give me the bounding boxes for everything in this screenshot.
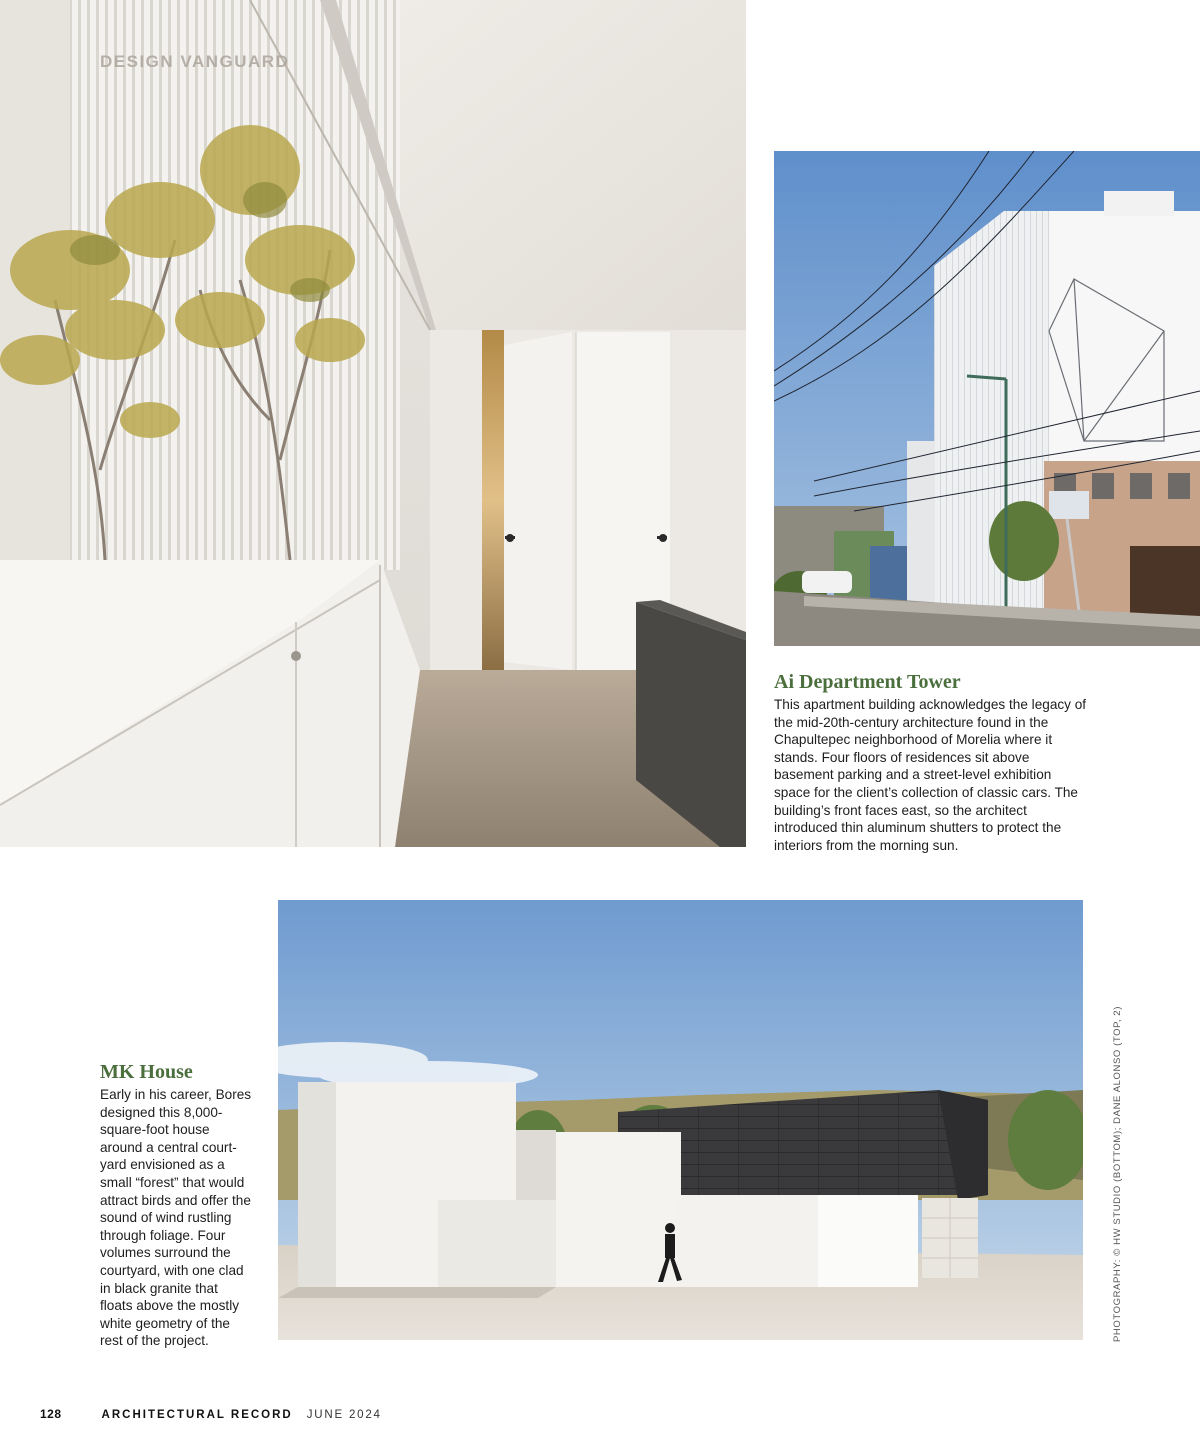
house-caption-body: Early in his career, Bores designed this 8,000-square-foot house around a central court-yard envisioned as a small “forest” that would attract birds and offer the sound of wind rustling through foliage. Four volumes surround the courtyard, with one clad in black granite that floats above the mostly white geometry of the rest of the project. (100, 1087, 252, 1349)
page-number: 128 (40, 1407, 62, 1421)
issue-date: JUNE 2024 (306, 1409, 382, 1421)
house-caption (100, 1061, 252, 1350)
house-photo (278, 900, 1083, 1340)
house-caption-title: MK House (100, 1061, 193, 1083)
interior-hallway-photo (0, 0, 746, 847)
page-footer (40, 1407, 382, 1425)
tower-caption-title: Ai Department Tower (774, 671, 961, 693)
tower-photo (774, 151, 1200, 646)
section-kicker: DESIGN VANGUARD (100, 52, 290, 71)
tower-caption-body: This apartment building acknowledges the legacy of the mid-20th-century architecture found in the Chapultepec neighborhood of Morelia where it stands. Four floors of residences sit above basement parking and a street-level exhibition space for the client’s collection of classic cars. The building’s front faces east, so the architect introduced thin aluminum shutters to protect the interiors from the morning sun. (774, 697, 1087, 853)
tower-caption (774, 671, 1089, 854)
magazine-name: ARCHITECTURAL RECORD (101, 1409, 293, 1421)
photo-credit: PHOTOGRAPHY: © HW STUDIO (BOTTOM); DANE ALONSO (TOP, 2) (1112, 1006, 1123, 1342)
